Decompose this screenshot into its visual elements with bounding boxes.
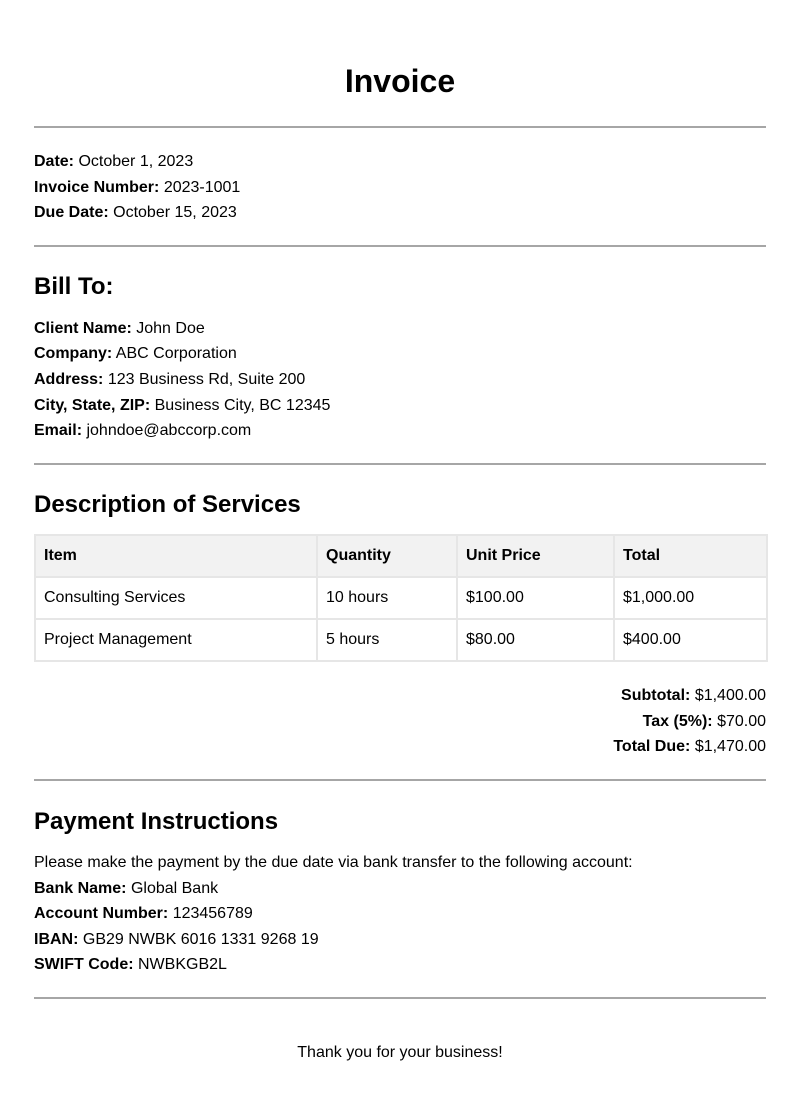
client-name-line bbox=[34, 319, 766, 339]
bank-name-value: Global Bank bbox=[130, 880, 219, 897]
subtotal-value: $1,400.00 bbox=[694, 687, 766, 704]
iban-line bbox=[34, 930, 766, 950]
column-header-unit-price: Unit Price bbox=[457, 535, 614, 577]
client-name-value: John Doe bbox=[136, 320, 205, 337]
address-value: 123 Business Rd, Suite 200 bbox=[107, 371, 306, 388]
footer-thanks: Thank you for your business! bbox=[297, 1044, 503, 1061]
email-value: johndoe@abccorp.com bbox=[86, 422, 252, 439]
email-label: Email: bbox=[34, 422, 83, 439]
date-label: Date: bbox=[34, 153, 75, 170]
column-header-quantity: Quantity bbox=[317, 535, 457, 577]
email-line bbox=[34, 421, 766, 441]
divider bbox=[34, 997, 766, 999]
account-number-line bbox=[34, 904, 766, 924]
cell-item: Project Management bbox=[35, 619, 317, 661]
address-label: Address: bbox=[34, 371, 104, 388]
cell-total: $400.00 bbox=[614, 619, 767, 661]
company-label: Company: bbox=[34, 345, 113, 362]
iban-label: IBAN: bbox=[34, 931, 79, 948]
tax-line bbox=[34, 712, 766, 732]
divider bbox=[34, 126, 766, 128]
company-line bbox=[34, 344, 766, 364]
bank-name-line bbox=[34, 879, 766, 899]
client-name-label: Client Name: bbox=[34, 320, 132, 337]
due-date-value: October 15, 2023 bbox=[113, 204, 237, 221]
tax-value: $70.00 bbox=[717, 713, 766, 730]
cell-unit-price: $100.00 bbox=[457, 577, 614, 619]
payment-heading: Payment Instructions bbox=[34, 808, 279, 835]
subtotal-line bbox=[34, 686, 766, 706]
page-title: Invoice bbox=[344, 63, 456, 99]
total-due-line bbox=[34, 737, 766, 757]
tax-label: Tax (5%): bbox=[642, 713, 713, 730]
city-line bbox=[34, 396, 766, 416]
account-number-label: Account Number: bbox=[34, 905, 169, 922]
company-value: ABC Corporation bbox=[115, 345, 237, 362]
swift-line bbox=[34, 955, 766, 975]
city-value: Business City, BC 12345 bbox=[154, 397, 331, 414]
total-due-label: Total Due: bbox=[613, 738, 691, 755]
swift-value: NWBKGB2L bbox=[138, 956, 227, 973]
table-row bbox=[35, 619, 767, 661]
invoice-number-label: Invoice Number: bbox=[34, 179, 160, 196]
column-header-total: Total bbox=[614, 535, 767, 577]
divider bbox=[34, 779, 766, 781]
bill-to-heading: Bill To: bbox=[34, 273, 114, 300]
address-line bbox=[34, 370, 766, 390]
table-header-row bbox=[35, 535, 767, 577]
swift-label: SWIFT Code: bbox=[34, 956, 134, 973]
due-date-label: Due Date: bbox=[34, 204, 109, 221]
city-label: City, State, ZIP: bbox=[34, 397, 151, 414]
date-value: October 1, 2023 bbox=[78, 153, 194, 170]
table-row bbox=[35, 577, 767, 619]
divider bbox=[34, 245, 766, 247]
subtotal-label: Subtotal: bbox=[621, 687, 691, 704]
divider bbox=[34, 463, 766, 465]
cell-total: $1,000.00 bbox=[614, 577, 767, 619]
cell-quantity: 5 hours bbox=[317, 619, 457, 661]
total-due-value: $1,470.00 bbox=[694, 738, 766, 755]
cell-quantity: 10 hours bbox=[317, 577, 457, 619]
cell-item: Consulting Services bbox=[35, 577, 317, 619]
services-table bbox=[34, 534, 768, 662]
due-date-line bbox=[34, 203, 766, 223]
column-header-item: Item bbox=[35, 535, 317, 577]
iban-value: GB29 NWBK 6016 1331 9268 19 bbox=[82, 931, 319, 948]
bank-name-label: Bank Name: bbox=[34, 880, 127, 897]
invoice-number-line bbox=[34, 178, 766, 198]
account-number-value: 123456789 bbox=[172, 905, 253, 922]
invoice-number-value: 2023-1001 bbox=[163, 179, 241, 196]
cell-unit-price: $80.00 bbox=[457, 619, 614, 661]
services-heading: Description of Services bbox=[34, 491, 301, 518]
date-line bbox=[34, 152, 766, 172]
payment-intro: Please make the payment by the due date via bank transfer to the following account: bbox=[34, 854, 633, 871]
